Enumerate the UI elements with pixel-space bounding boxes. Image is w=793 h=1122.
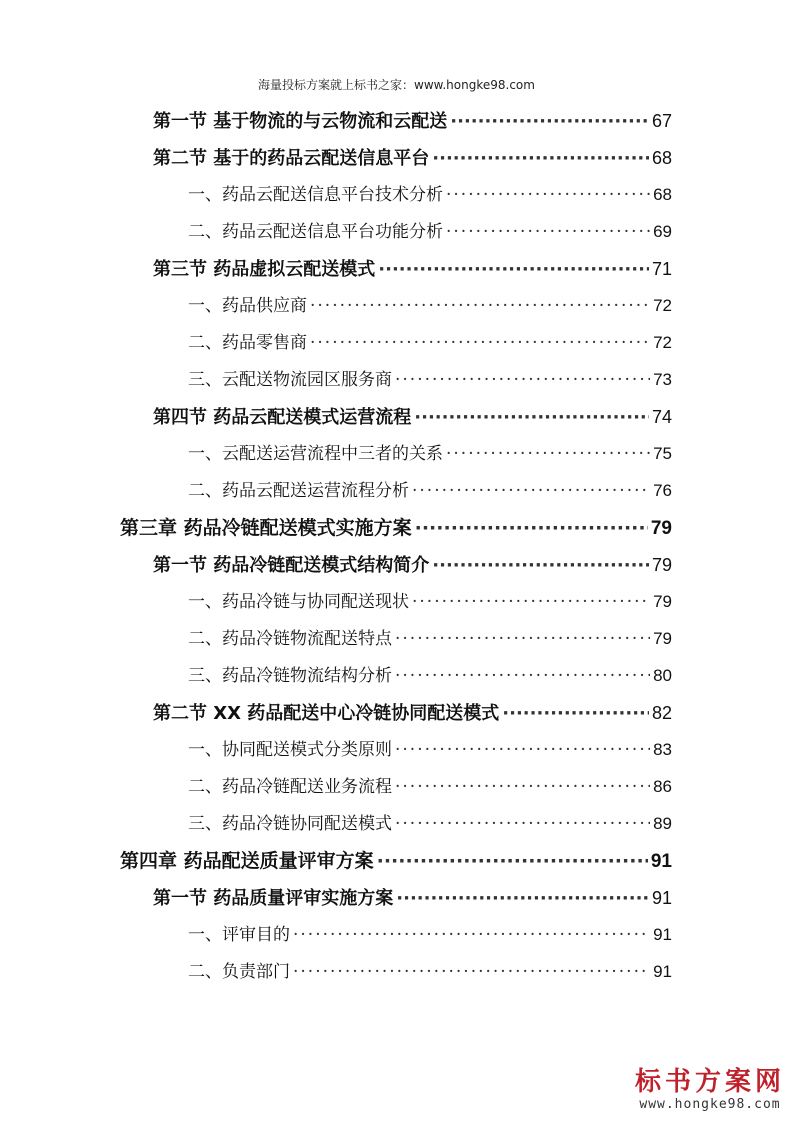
toc-page-number: 67 bbox=[651, 111, 672, 131]
toc-entry-label: 第一节 基于物流的与云物流和云配送 bbox=[153, 111, 448, 132]
toc-entry-label: 一、协同配送模式分类原则 bbox=[188, 740, 392, 760]
toc-entry[interactable] bbox=[153, 548, 672, 582]
toc-leader bbox=[395, 363, 650, 397]
toc-entry-label: 第三节 药品虚拟云配送模式 bbox=[153, 259, 376, 280]
toc-entry[interactable] bbox=[188, 178, 672, 212]
toc-entry-label: 第一节 药品冷链配送模式结构简介 bbox=[153, 555, 430, 576]
page-header: 海量投标方案就上标书之家：www.hongke98.com bbox=[258, 78, 535, 92]
toc-leader bbox=[412, 585, 650, 619]
toc-entry-label: 第二节 基于的药品云配送信息平台 bbox=[153, 148, 430, 169]
toc-page-number: 79 bbox=[653, 629, 672, 648]
toc-page-number: 79 bbox=[651, 555, 672, 575]
toc-entry[interactable] bbox=[188, 326, 672, 360]
toc-page-number: 80 bbox=[653, 666, 672, 685]
toc-entry-label: 一、药品供应商 bbox=[188, 296, 307, 316]
toc-entry-label: 二、药品冷链物流配送特点 bbox=[188, 629, 392, 649]
toc-leader bbox=[412, 474, 650, 508]
toc-entry-label: 二、药品冷链配送业务流程 bbox=[188, 777, 392, 797]
toc-page-number: 72 bbox=[653, 296, 672, 315]
toc-entry-label: 第四章 药品配送质量评审方案 bbox=[120, 850, 374, 872]
toc-page-number: 86 bbox=[653, 777, 672, 796]
toc-page-number: 68 bbox=[653, 185, 672, 204]
toc-leader bbox=[414, 401, 649, 435]
toc-leader bbox=[395, 659, 650, 693]
toc-page-number: 71 bbox=[651, 259, 672, 279]
toc-leader bbox=[396, 882, 649, 916]
toc-page-number: 91 bbox=[653, 925, 672, 944]
toc-leader bbox=[310, 326, 650, 360]
toc-entry-label: 一、云配送运营流程中三者的关系 bbox=[188, 444, 443, 464]
toc-leader bbox=[446, 215, 650, 249]
toc-page-number: 69 bbox=[653, 222, 672, 241]
toc-page-number: 79 bbox=[650, 518, 672, 539]
toc-leader bbox=[415, 511, 648, 545]
toc-entry-label: 三、药品冷链协同配送模式 bbox=[188, 814, 392, 834]
toc-entry[interactable] bbox=[153, 252, 672, 286]
toc-entry[interactable] bbox=[188, 585, 672, 619]
toc-entry[interactable] bbox=[188, 918, 672, 952]
toc-entry[interactable] bbox=[188, 807, 672, 841]
toc-entry-label: 二、药品云配送信息平台功能分析 bbox=[188, 222, 443, 242]
toc-leader bbox=[310, 289, 650, 323]
toc-page-number: 89 bbox=[653, 814, 672, 833]
toc-entry[interactable] bbox=[188, 955, 672, 989]
toc-leader bbox=[378, 253, 649, 287]
toc-page-number: 91 bbox=[653, 962, 672, 981]
toc-entry[interactable] bbox=[188, 215, 672, 249]
watermark-title: 标书方案网 bbox=[634, 1067, 785, 1097]
toc-entry-label: 一、药品冷链与协同配送现状 bbox=[188, 592, 409, 612]
toc-entry-label: 三、药品冷链物流结构分析 bbox=[188, 666, 392, 686]
toc-entry-label: 第三章 药品冷链配送模式实施方案 bbox=[120, 517, 412, 539]
toc-entry[interactable] bbox=[120, 844, 672, 878]
toc-page-number: 79 bbox=[653, 592, 672, 611]
toc-leader bbox=[446, 437, 650, 471]
toc-page-number: 83 bbox=[653, 740, 672, 759]
toc-entry[interactable] bbox=[188, 622, 672, 656]
watermark-url: www.hongke98.com bbox=[639, 1097, 781, 1112]
toc-entry[interactable] bbox=[120, 511, 672, 545]
toc-leader bbox=[293, 918, 650, 952]
toc-entry-label: 第一节 药品质量评审实施方案 bbox=[153, 888, 394, 909]
toc-entry[interactable] bbox=[188, 733, 672, 767]
toc-entry-label: 二、负责部门 bbox=[188, 962, 290, 982]
toc-entry-label: 二、药品零售商 bbox=[188, 333, 307, 353]
toc-entry[interactable] bbox=[153, 400, 672, 434]
toc-entry[interactable] bbox=[188, 363, 672, 397]
toc-entry[interactable] bbox=[153, 104, 672, 138]
toc-leader bbox=[432, 549, 649, 583]
toc-page-number: 82 bbox=[651, 703, 672, 723]
toc-entry[interactable] bbox=[153, 141, 672, 175]
toc-entry-label: 一、药品云配送信息平台技术分析 bbox=[188, 185, 443, 205]
toc-entry-label: 二、药品云配送运营流程分析 bbox=[188, 481, 409, 501]
watermark-logo bbox=[635, 1067, 785, 1112]
toc-leader bbox=[446, 178, 650, 212]
toc-entry[interactable] bbox=[188, 770, 672, 804]
toc-page-number: 73 bbox=[653, 370, 672, 389]
toc-page-number: 91 bbox=[651, 888, 672, 908]
toc-leader bbox=[293, 955, 650, 989]
toc-page-number: 91 bbox=[650, 851, 672, 872]
toc-page-number: 68 bbox=[651, 148, 672, 168]
toc-leader bbox=[450, 105, 649, 139]
toc-entry[interactable] bbox=[153, 881, 672, 915]
toc-leader bbox=[377, 844, 648, 878]
toc-entry[interactable] bbox=[188, 659, 672, 693]
toc-leader bbox=[502, 697, 649, 731]
toc-leader bbox=[395, 733, 650, 767]
toc-entry-label: 第二节 XX 药品配送中心冷链协同配送模式 bbox=[153, 703, 500, 724]
toc-page-number: 76 bbox=[653, 481, 672, 500]
toc-leader bbox=[395, 770, 650, 804]
toc-leader bbox=[395, 807, 650, 841]
toc-entry-label: 一、评审目的 bbox=[188, 925, 290, 945]
toc-entry[interactable] bbox=[153, 696, 672, 730]
toc-page-number: 75 bbox=[653, 444, 672, 463]
toc-leader bbox=[432, 142, 649, 176]
toc-entry-label: 第四节 药品云配送模式运营流程 bbox=[153, 407, 412, 428]
toc-leader bbox=[395, 622, 650, 656]
toc-entry-label: 三、云配送物流园区服务商 bbox=[188, 370, 392, 390]
toc-entry[interactable] bbox=[188, 437, 672, 471]
toc-page-number: 72 bbox=[653, 333, 672, 352]
toc-entry[interactable] bbox=[188, 474, 672, 508]
toc-entry[interactable] bbox=[188, 289, 672, 323]
toc-page-number: 74 bbox=[651, 407, 672, 427]
